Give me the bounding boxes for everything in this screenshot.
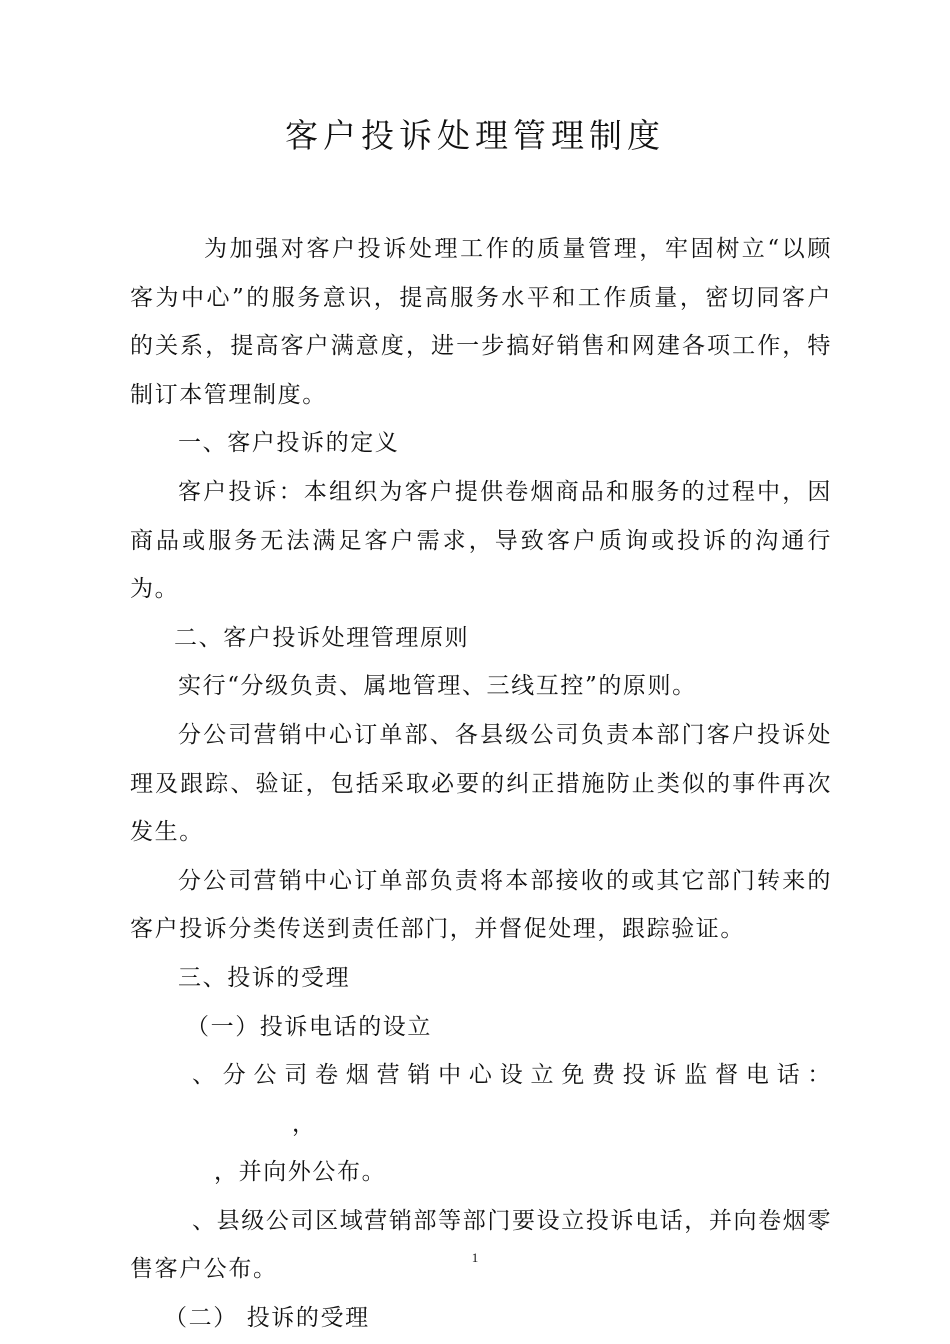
subsection-heading-phone: （一）投诉电话的设立 [186,1013,432,1040]
section-heading-definition: 一、客户投诉的定义 [178,430,400,457]
definition-paragraph: 客户投诉：本组织为客户提供卷烟商品和服务的过程中，因商品或服务无法满足客户需求，导致客户质询或投诉的沟通行为。 [130,478,832,603]
phone-line-1 [130,1051,832,1148]
county-phone-paragraph: 、县级公司区域营销部等部门要设立投诉电话，并向卷烟零售客户公布。 [130,1207,832,1283]
responsibility-paragraph-1: 分公司营销中心订单部、各县级公司负责本部门客户投诉处理及跟踪、验证，包括采取必要的纠正措施防止类似的事件再次发生。 [130,721,832,846]
phone-line-2: ，并向外公布。 [214,1159,387,1186]
document-body [130,225,832,1343]
responsibility-paragraph-2: 分公司营销中心订单部负责将本部接收的或其它部门转来的客户投诉分类传送到责任部门，并督促处理，跟踪验证。 [130,867,832,943]
document-title: 客户投诉处理管理制度 [285,116,665,155]
subsection-heading-acceptance: （二） 投诉的受理 [164,1305,370,1332]
phone-line-1-comma: ， [292,1110,317,1137]
intro-paragraph: 为加强对客户投诉处理工作的质量管理，牢固树立“以顾客为中心”的服务意识，提高服务水平和工作质量，密切同客户的关系，提高客户满意度，进一步搞好销售和网建各项工作，特制订本管理制度。 [130,236,832,408]
principle-paragraph: 实行“分级负责、属地管理、三线互控”的原则。 [178,673,697,700]
phone-line-1-text: 、分公司卷烟营销中心设立免费投诉监督电话： [192,1062,832,1089]
page-number: 1 [471,1250,479,1265]
section-heading-acceptance: 三、投诉的受理 [178,964,351,991]
section-heading-principles: 二、客户投诉处理管理原则 [174,624,470,651]
